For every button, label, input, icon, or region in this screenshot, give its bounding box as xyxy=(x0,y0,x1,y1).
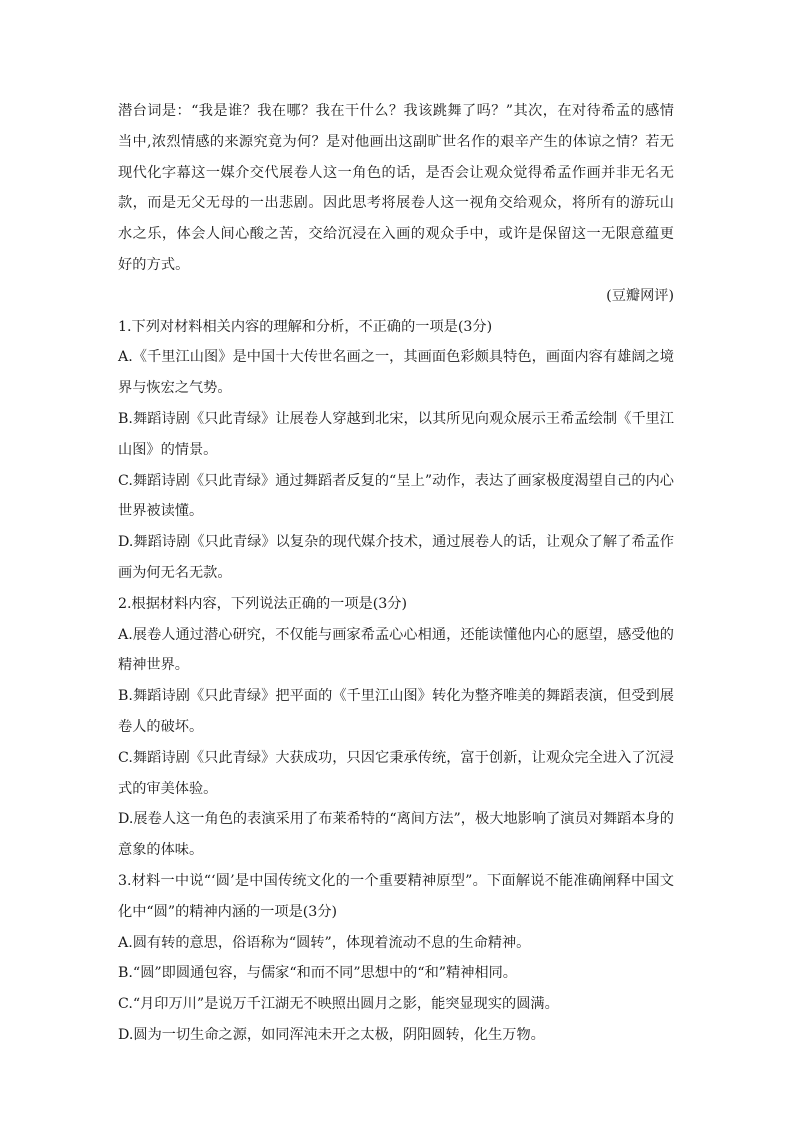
option-b: B.舞蹈诗剧《只此青绿》让展卷人穿越到北宋，以其所见向观众展示王希孟绘制《千里江山图》的情景。 xyxy=(118,410,674,458)
question-stem: 2.根据材料内容，下列说法正确的一项是(3分) xyxy=(118,595,408,612)
option-c: C.舞蹈诗剧《只此青绿》大获成功，只因它秉承传统，富于创新，让观众完全进入了沉浸式的审美体验。 xyxy=(118,749,674,797)
option-c: C.“月印万川”是说万千江湖无不映照出圆月之影，能突显现实的圆满。 xyxy=(118,996,559,1013)
question-1 xyxy=(118,312,674,589)
option-c: C.舞蹈诗剧《只此青绿》通过舞蹈者反复的“呈上”动作，表达了画家极度渴望自己的内心世界被读懂。 xyxy=(118,472,674,520)
option-d: D.圆为一切生命之源，如同浑沌未开之太极，阴阳圆转，化生万物。 xyxy=(118,1026,545,1043)
question-2 xyxy=(118,589,674,866)
option-b: B.舞蹈诗剧《只此青绿》把平面的《千里江山图》转化为整齐唯美的舞蹈表演，但受到展卷人的破坏。 xyxy=(118,688,674,735)
option-b: B.“圆”即圆通包容，与儒家“和而不同”思想中的“和”精神相同。 xyxy=(118,965,517,982)
document-page xyxy=(118,96,674,1051)
option-a: A.展卷人通过潜心研究，不仅能与画家希孟心心相通，还能读懂他内心的愿望，感受他的精神世界。 xyxy=(118,626,674,674)
option-a: A.圆有转的意思，俗语称为“圆转”，体现着流动不息的生命精神。 xyxy=(118,934,531,951)
passage-source: (豆瓣网评) xyxy=(606,287,674,304)
option-a: A.《千里江山图》是中国十大传世名画之一，其画面色彩颇具特色，画面内容有雄阔之境界与恢宏之气势。 xyxy=(118,349,674,397)
option-d: D.展卷人这一角色的表演采用了布莱希特的“离间方法”，极大地影响了演员对舞蹈本身的意象的体味。 xyxy=(118,811,674,859)
question-stem: 3.材料一中说“‘圆’是中国传统文化的一个重要精神原型”。下面解说不能准确阐释中国文化中“圆”的精神内涵的一项是(3分) xyxy=(118,872,674,920)
question-3 xyxy=(118,866,674,1051)
question-stem: 1.下列对材料相关内容的理解和分析，不正确的一项是(3分) xyxy=(118,318,493,335)
passage-paragraph: 潜台词是：“我是谁？我在哪？我在干什么？我该跳舞了吗？”其次，在对待希孟的感情当中,浓烈情感的来源究竟为何？是对他画出这副旷世名作的艰辛产生的体谅之情？若无现代化字幕这一媒介交代展卷人这一角色的话，是否会让观众觉得希孟作画并非无名无款，而是无父无母的一出悲剧。因此思考将展卷人这一视角交给观众，将所有的游玩山水之乐，体会人间心酸之苦，交给沉浸在入画的观众手中，或许是保留这一无限意蕴更好的方式。 xyxy=(118,103,674,273)
option-d: D.舞蹈诗剧《只此青绿》以复杂的现代媒介技术，通过展卷人的话，让观众了解了希孟作画为何无名无款。 xyxy=(118,534,674,581)
